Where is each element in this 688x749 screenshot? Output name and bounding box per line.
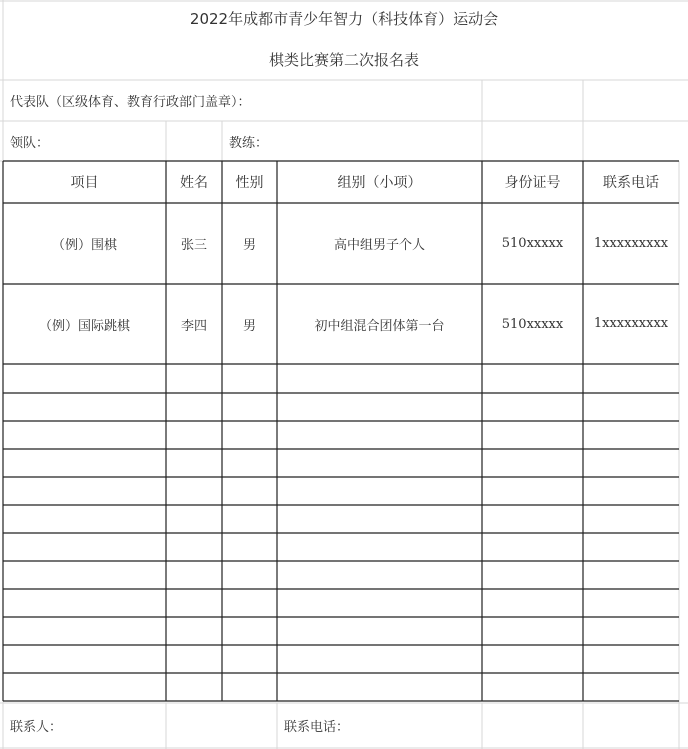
column-header-group: 组别（小项） [337,175,422,191]
table-row-2-name: 李四 [180,318,207,334]
table-row-2-event: （例）国际跳棋 [38,318,130,334]
column-header-id: 身份证号 [504,175,561,191]
table-row-1-gender: 男 [242,238,256,253]
table-row-2-phone: 1xxxxxxxxx [593,316,669,331]
table-row-1-group: 高中组男子个人 [333,238,425,253]
table-row-2-group: 初中组混合团体第一台 [314,318,445,334]
contact-person-label: 联系人： [10,720,63,735]
table-row-2-gender: 男 [242,318,256,334]
table-row-2-id: 510xxxxx [501,316,564,332]
coach-label: 教练： [229,135,269,151]
document-title: 2022年成都市青少年智力（科技体育）运动会 [189,10,499,28]
team-label: 代表队（区级体育、教育行政部门盖章）： [10,95,251,110]
table-row-1-phone: 1xxxxxxxxx [593,235,669,251]
leader-label: 领队： [10,135,50,151]
document-subtitle: 棋类比赛第二次报名表 [268,51,419,69]
table-row-1-name: 张三 [180,238,207,253]
column-header-event: 项目 [70,175,99,191]
table-row-1-event: （例）围棋 [51,238,117,253]
column-header-name: 姓名 [180,175,208,191]
contact-phone-label: 联系电话： [284,720,350,735]
table-row-1-id: 510xxxxx [501,236,564,251]
column-header-phone: 联系电话 [603,175,659,191]
column-header-gender: 性别 [235,175,264,191]
